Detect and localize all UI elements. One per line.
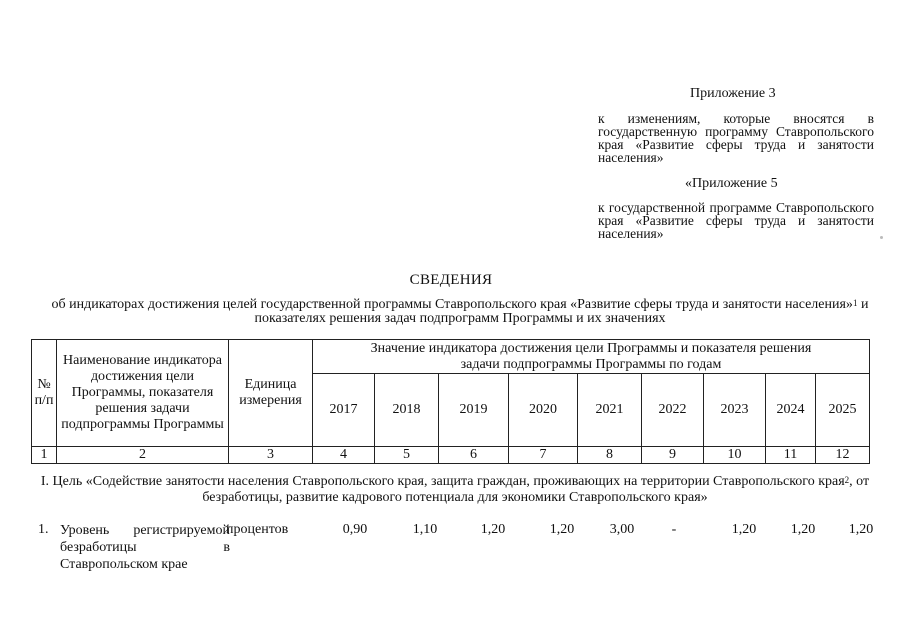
column-number: 4 (313, 447, 375, 464)
value-2020: 1,20 (549, 522, 575, 537)
indicator-name: Уровень регистрируемой безработицы в Ставропольском крае (60, 523, 230, 572)
year-2019: 2019 (439, 374, 509, 447)
value-2021: 3,00 (609, 522, 635, 537)
value-2017: 0,90 (342, 522, 368, 537)
subtitle-text-end: и показателях решения задач подпрограмм Программы и их значениях (254, 297, 869, 326)
document-subtitle (40, 298, 880, 326)
indicators-table (31, 339, 870, 464)
header-num: № п/п (32, 340, 57, 447)
scan-speck (880, 236, 883, 239)
goal-text: I. Цель «Содействие занятости населения Ставропольского края, защита граждан, проживающих на территории Ставропольского края (40, 474, 845, 489)
year-2020: 2020 (509, 374, 578, 447)
column-number: 12 (816, 447, 870, 464)
column-number: 6 (439, 447, 509, 464)
year-2023: 2023 (704, 374, 766, 447)
goal-text-end: , от безработицы, развитие кадрового потенциала для экономики Ставропольского края» (202, 474, 870, 505)
goal-heading (32, 474, 878, 506)
value-2024: 1,20 (790, 522, 816, 537)
header-values-group: Значение индикатора достижения цели Программы и показателя решения задачи подпрограммы Программы по годам (313, 340, 870, 374)
year-2017: 2017 (313, 374, 375, 447)
column-number: 8 (578, 447, 642, 464)
column-number: 10 (704, 447, 766, 464)
column-number: 11 (766, 447, 816, 464)
value-2019: 1,20 (480, 522, 506, 537)
indicator-unit: процентов (226, 522, 289, 537)
appendix-title: Приложение 3 (690, 86, 776, 101)
appendix-title-2: «Приложение 5 (685, 176, 778, 191)
year-2024: 2024 (766, 374, 816, 447)
value-2022: - (671, 522, 677, 537)
value-2023: 1,20 (731, 522, 757, 537)
value-2025: 1,20 (848, 522, 874, 537)
column-number: 9 (642, 447, 704, 464)
column-number: 5 (375, 447, 439, 464)
footnote-mark: 2 (844, 475, 850, 485)
year-2018: 2018 (375, 374, 439, 447)
appendix-text: к изменениям, которые вносятся в государственную программу Ставропольского края «Развитие сферы труда и занятости населения» (598, 111, 874, 165)
column-number: 1 (32, 447, 57, 464)
header-name: Наименование индикатора достижения цели Программы, показателя решения задачи подпрограммы Программы (57, 340, 229, 447)
header-unit: Единица измерения (229, 340, 313, 447)
year-2025: 2025 (816, 374, 870, 447)
footnote-mark: 1 (852, 298, 858, 308)
appendix-text-2: к государственной программе Ставропольского края «Развитие сферы труда и занятости населения» (598, 200, 874, 241)
row-number: 1. (38, 522, 49, 537)
column-number: 7 (509, 447, 578, 464)
subtitle-text: об индикаторах достижения целей государственной программы Ставропольского края «Развитие сферы труда и занятости населения» (51, 297, 853, 312)
document-title: СВЕДЕНИЯ (409, 272, 493, 288)
column-number: 2 (57, 447, 229, 464)
year-2022: 2022 (642, 374, 704, 447)
year-2021: 2021 (578, 374, 642, 447)
column-number: 3 (229, 447, 313, 464)
value-2018: 1,10 (412, 522, 438, 537)
